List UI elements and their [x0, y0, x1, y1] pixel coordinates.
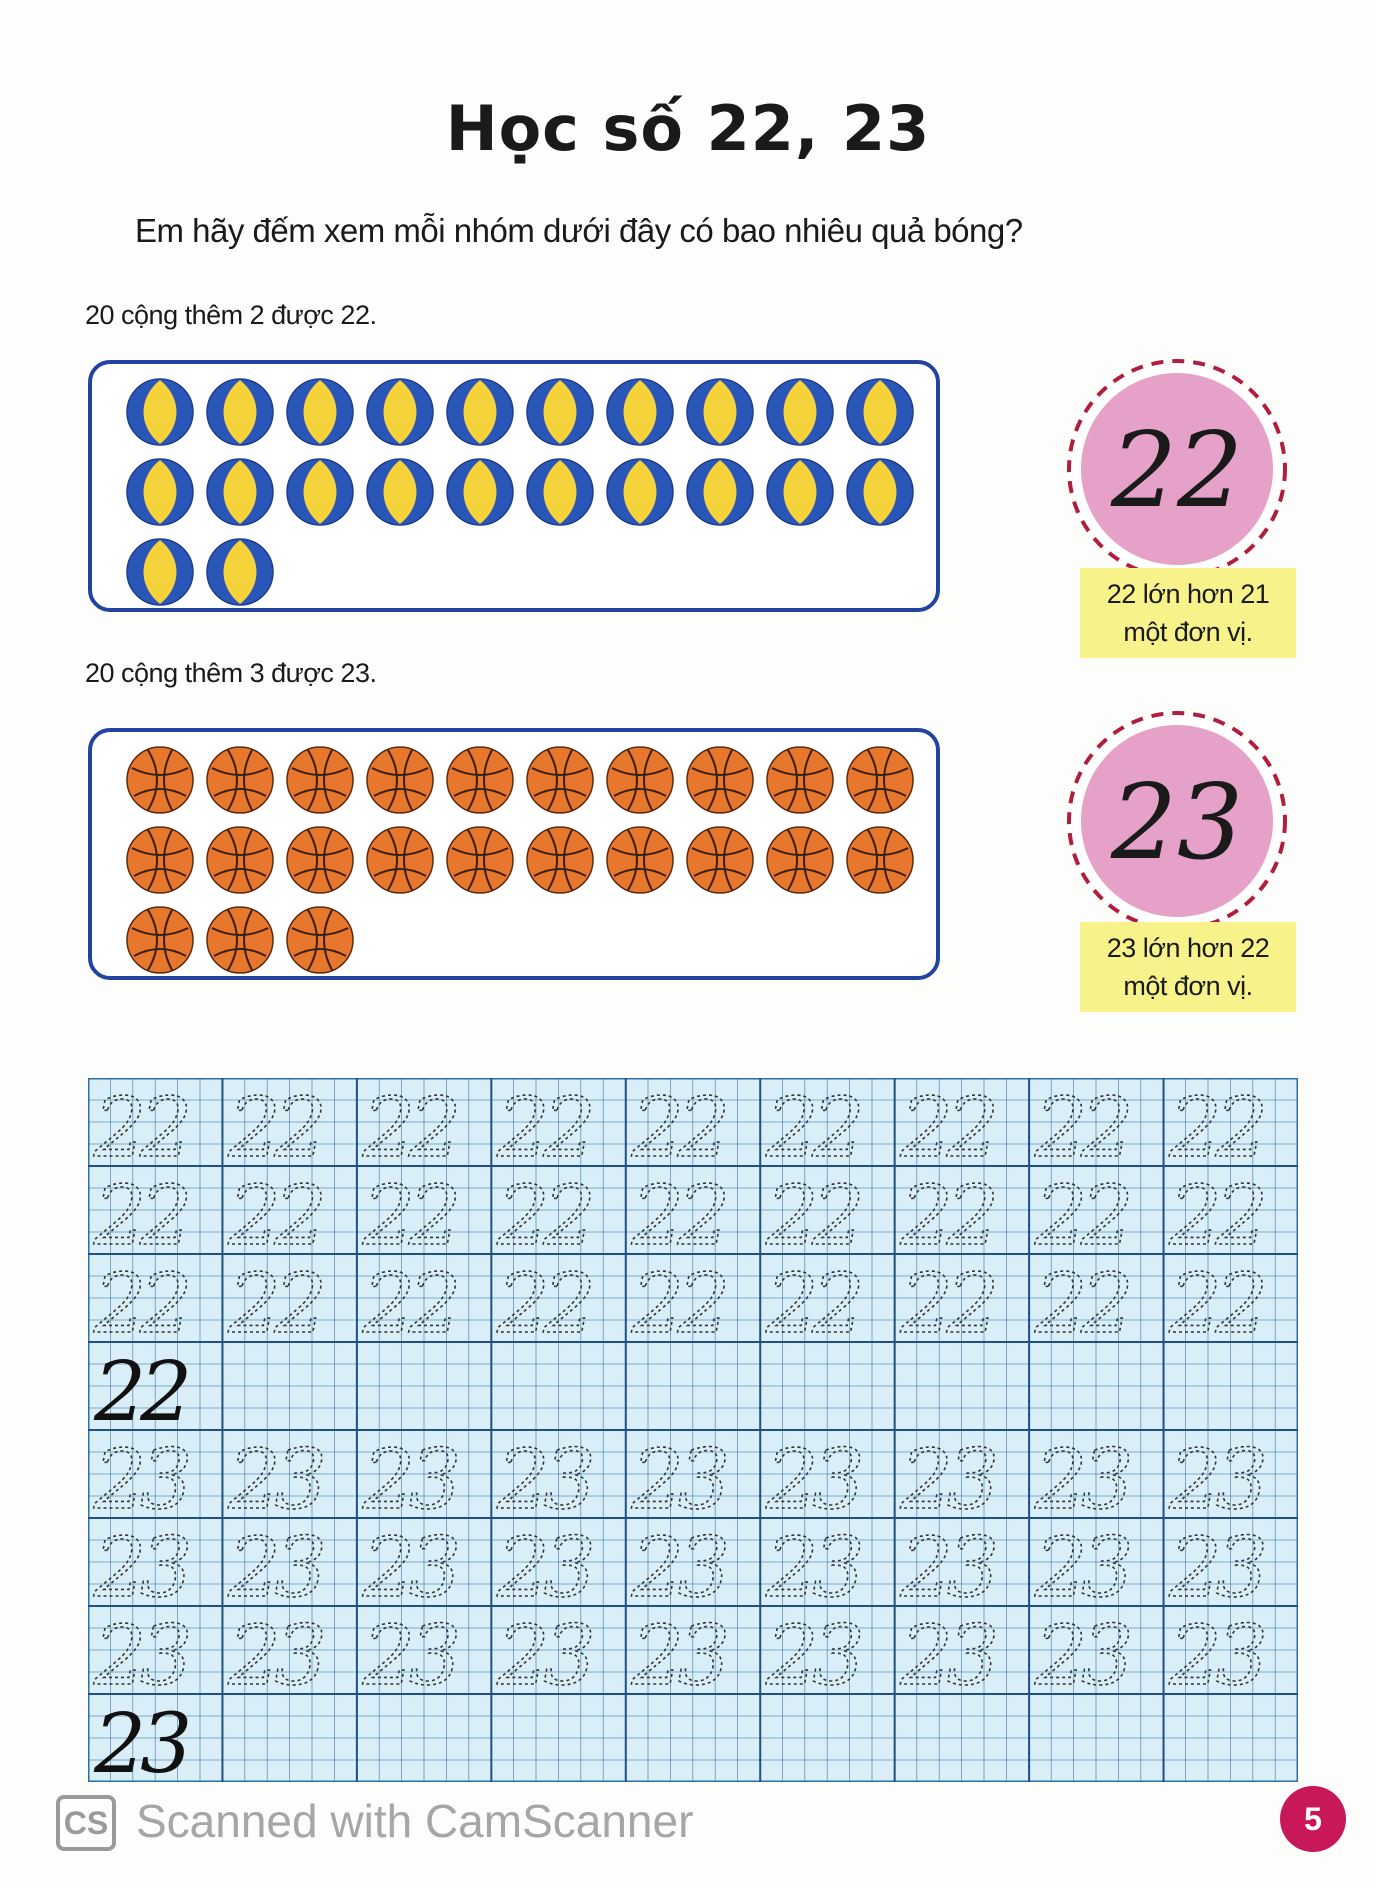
- basketball-icon: [687, 747, 753, 813]
- trace-number-22: 22: [1035, 1257, 1128, 1352]
- trace-number-23: 23: [1035, 1521, 1128, 1616]
- trace-number-23: 23: [631, 1521, 725, 1616]
- beach-ball-icon: [207, 539, 273, 605]
- badge-number-22: 22: [1110, 409, 1244, 531]
- basketball-icon: [527, 827, 593, 893]
- basketball-icon: [447, 827, 513, 893]
- trace-number-22: 22: [766, 1081, 859, 1176]
- trace-number-23: 23: [362, 1433, 456, 1528]
- trace-number-22: 22: [766, 1169, 859, 1264]
- trace-number-22: 22: [228, 1081, 321, 1176]
- handwriting-practice-grid: [88, 1078, 1298, 1782]
- basketball-icon: [287, 907, 353, 973]
- camscanner-logo: CS: [56, 1795, 116, 1851]
- scanner-watermark-text: Scanned with CamScanner: [136, 1795, 694, 1847]
- trace-number-22: 22: [900, 1169, 994, 1264]
- trace-number-23: 23: [766, 1433, 859, 1528]
- trace-number-23: 23: [497, 1609, 590, 1704]
- trace-number-23: 23: [228, 1521, 321, 1616]
- basketball-grid: [126, 746, 926, 986]
- trace-number-22: 22: [228, 1257, 321, 1352]
- basketball-icon: [847, 827, 913, 893]
- trace-number-22: 22: [94, 1257, 187, 1352]
- number-badge-23: [1064, 708, 1290, 934]
- trace-number-22: 22: [631, 1081, 725, 1176]
- trace-number-23: 23: [94, 1433, 187, 1528]
- trace-number-23: 23: [94, 1609, 187, 1704]
- trace-number-23: 23: [1035, 1433, 1128, 1528]
- trace-number-23: 23: [766, 1609, 859, 1704]
- basketball-icon: [607, 747, 673, 813]
- trace-number-22: 22: [766, 1257, 859, 1352]
- basketball-icon: [127, 827, 193, 893]
- note-22-line1: 22 lớn hơn 21: [1106, 579, 1270, 609]
- beach-ball-icon: [287, 459, 353, 525]
- trace-number-22: 22: [94, 1169, 187, 1264]
- beach-ball-icon: [847, 379, 913, 445]
- model-number-22: 22: [94, 1345, 187, 1440]
- beach-ball-icon: [127, 539, 193, 605]
- trace-number-22: 22: [94, 1081, 187, 1176]
- beach-ball-icon: [207, 459, 273, 525]
- basketball-icon: [527, 747, 593, 813]
- trace-number-22: 22: [497, 1169, 590, 1264]
- trace-number-22: 22: [362, 1169, 456, 1264]
- trace-number-22: 22: [497, 1081, 590, 1176]
- basketball-group-box: [88, 728, 940, 980]
- page-title: Học số 22, 23: [445, 92, 931, 165]
- trace-number-22: 22: [631, 1169, 725, 1264]
- trace-number-22: 22: [631, 1257, 725, 1352]
- trace-number-22: 22: [497, 1257, 590, 1352]
- basketball-icon: [447, 747, 513, 813]
- beach-ball-icon: [527, 459, 593, 525]
- trace-number-23: 23: [228, 1433, 321, 1528]
- trace-number-23: 23: [362, 1521, 456, 1616]
- trace-number-23: 23: [1169, 1521, 1262, 1616]
- trace-number-23: 23: [766, 1521, 859, 1616]
- page-number: 5: [1280, 1786, 1346, 1852]
- trace-number-23: 23: [362, 1609, 456, 1704]
- trace-number-22: 22: [228, 1169, 321, 1264]
- beach-ball-icon: [527, 379, 593, 445]
- beach-ball-icon: [687, 459, 753, 525]
- basketball-icon: [767, 827, 833, 893]
- beach-ball-icon: [767, 379, 833, 445]
- beach-ball-icon: [847, 459, 913, 525]
- note-23-line1: 23 lớn hơn 22: [1106, 933, 1270, 963]
- trace-number-23: 23: [900, 1609, 994, 1704]
- beach-ball-icon: [127, 459, 193, 525]
- trace-number-22: 22: [900, 1081, 994, 1176]
- beach-ball-icon: [767, 459, 833, 525]
- badge-number-23: 23: [1110, 761, 1244, 883]
- beach-ball-icon: [287, 379, 353, 445]
- trace-number-23: 23: [1169, 1609, 1262, 1704]
- note-22-line2: một đơn vị.: [1123, 617, 1253, 647]
- trace-number-23: 23: [1169, 1433, 1262, 1528]
- note-22: [1080, 568, 1296, 658]
- instruction-text: Em hãy đếm xem mỗi nhóm dưới đây có bao nhiêu quả bóng?: [135, 212, 1023, 249]
- number-badge-22: [1064, 356, 1290, 582]
- trace-number-23: 23: [631, 1433, 725, 1528]
- model-number-23: 23: [94, 1697, 187, 1782]
- trace-number-23: 23: [94, 1521, 187, 1616]
- trace-number-23: 23: [900, 1521, 994, 1616]
- trace-number-23: 23: [631, 1609, 725, 1704]
- group-caption-23: 20 cộng thêm 3 được 23.: [85, 658, 377, 688]
- trace-number-22: 22: [1169, 1257, 1262, 1352]
- beach-ball-icon: [607, 459, 673, 525]
- trace-number-22: 22: [1035, 1081, 1128, 1176]
- beach-ball-icon: [447, 379, 513, 445]
- beach-ball-icon: [607, 379, 673, 445]
- beach-ball-icon: [447, 459, 513, 525]
- trace-number-23: 23: [497, 1521, 590, 1616]
- basketball-icon: [367, 827, 433, 893]
- beach-ball-icon: [367, 379, 433, 445]
- note-23-line2: một đơn vị.: [1123, 971, 1253, 1001]
- beach-ball-icon: [367, 459, 433, 525]
- basketball-icon: [127, 747, 193, 813]
- basketball-icon: [367, 747, 433, 813]
- trace-number-22: 22: [1035, 1169, 1128, 1264]
- trace-number-22: 22: [900, 1257, 994, 1352]
- beach-ball-icon: [127, 379, 193, 445]
- basketball-icon: [607, 827, 673, 893]
- trace-number-23: 23: [1035, 1609, 1128, 1704]
- group-caption-22: 20 cộng thêm 2 được 22.: [85, 300, 377, 330]
- basketball-icon: [847, 747, 913, 813]
- basketball-icon: [767, 747, 833, 813]
- basketball-icon: [287, 827, 353, 893]
- trace-number-23: 23: [497, 1433, 590, 1528]
- trace-number-23: 23: [900, 1433, 994, 1528]
- beach-ball-icon: [687, 379, 753, 445]
- trace-number-23: 23: [228, 1609, 321, 1704]
- basketball-icon: [687, 827, 753, 893]
- basketball-icon: [287, 747, 353, 813]
- trace-number-22: 22: [1169, 1169, 1262, 1264]
- trace-number-22: 22: [1169, 1081, 1262, 1176]
- trace-number-22: 22: [362, 1257, 456, 1352]
- note-23: [1080, 922, 1296, 1012]
- trace-number-22: 22: [362, 1081, 456, 1176]
- beach-ball-group-box: [88, 360, 940, 612]
- beach-ball-icon: [207, 379, 273, 445]
- beach-ball-grid: [126, 378, 926, 618]
- basketball-icon: [127, 907, 193, 973]
- basketball-icon: [207, 907, 273, 973]
- basketball-icon: [207, 747, 273, 813]
- basketball-icon: [207, 827, 273, 893]
